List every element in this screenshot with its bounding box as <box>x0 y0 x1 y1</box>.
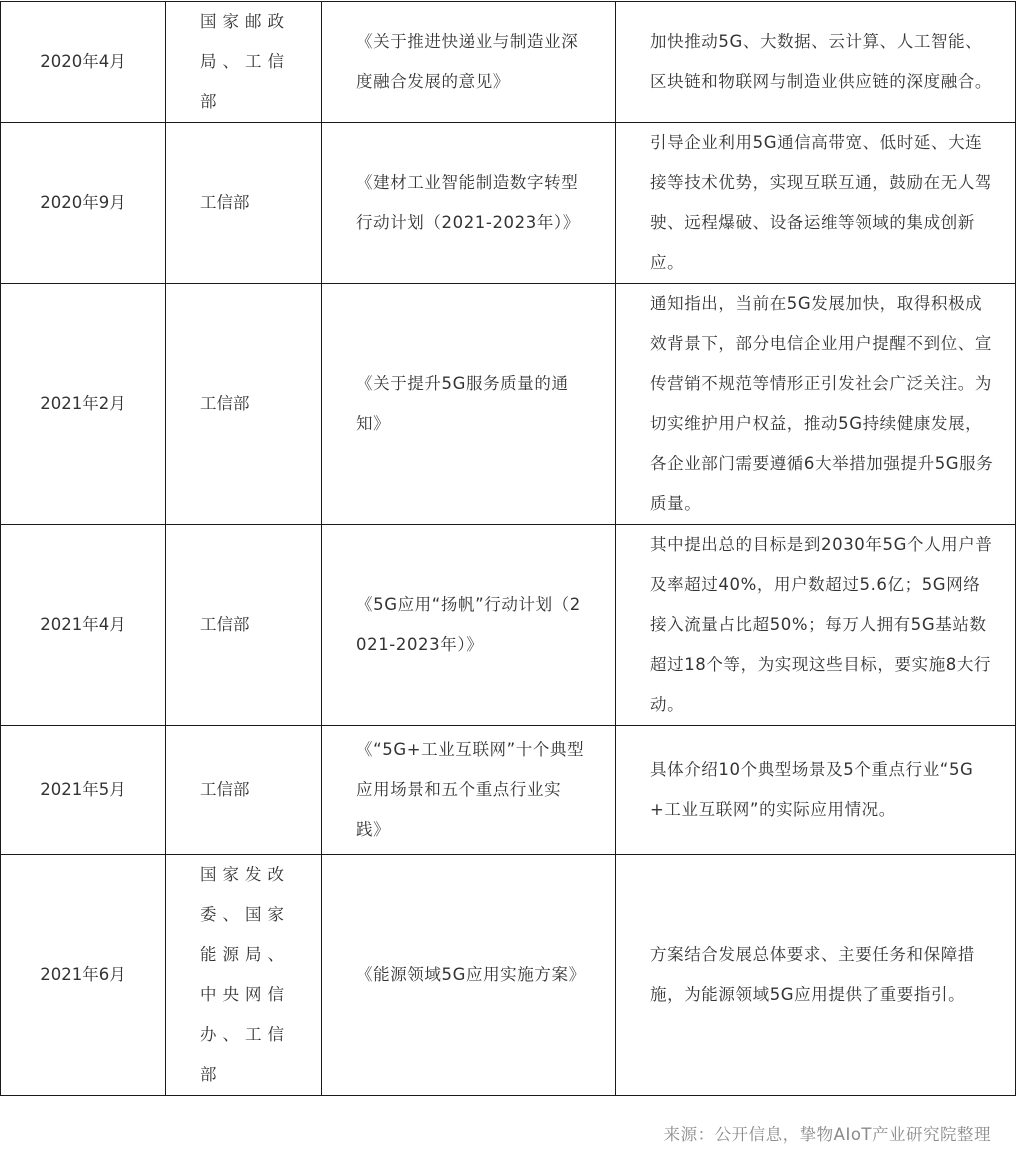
policy-desc-cell: 方案结合发展总体要求、主要任务和保障措施，为能源领域5G应用提供了重要指引。 <box>616 855 1016 1096</box>
table-row <box>1 726 1016 855</box>
org-cell: 工信部 <box>166 284 322 525</box>
date-cell: 2021年4月 <box>1 525 166 726</box>
org-cell: 工信部 <box>166 123 322 284</box>
policy-desc-cell: 通知指出，当前在5G发展加快，取得积极成效背景下，部分电信企业用户提醒不到位、宣传营销不规范等情形正引发社会广泛关注。为切实维护用户权益，推动5G持续健康发展，各企业部门需要遵循6大举措加强提升5G服务质量。 <box>616 284 1016 525</box>
table-row <box>1 284 1016 525</box>
table-body <box>1 2 1016 1096</box>
org-cell: 国家邮政局、工信部 <box>166 2 322 123</box>
date-cell: 2021年5月 <box>1 726 166 855</box>
table-row <box>1 855 1016 1096</box>
date-cell: 2020年4月 <box>1 2 166 123</box>
date-cell: 2021年6月 <box>1 855 166 1096</box>
policy-title-cell: 《能源领域5G应用实施方案》 <box>322 855 616 1096</box>
policy-desc-cell: 加快推动5G、大数据、云计算、人工智能、区块链和物联网与制造业供应链的深度融合。 <box>616 2 1016 123</box>
policy-desc-cell: 其中提出总的目标是到2030年5G个人用户普及率超过40%，用户数超过5.6亿；5G网络接入流量占比超50%；每万人拥有5G基站数超过18个等，为实现这些目标，要实施8大行动。 <box>616 525 1016 726</box>
policy-title-cell: 《“5G+工业互联网”十个典型应用场景和五个重点行业实践》 <box>322 726 616 855</box>
policy-desc-cell: 引导企业利用5G通信高带宽、低时延、大连接等技术优势，实现互联互通，鼓励在无人驾驶、远程爆破、设备运维等领域的集成创新应。 <box>616 123 1016 284</box>
date-cell: 2020年9月 <box>1 123 166 284</box>
policy-title-cell: 《关于推进快递业与制造业深度融合发展的意见》 <box>322 2 616 123</box>
table-row <box>1 525 1016 726</box>
policy-title-cell: 《5G应用“扬帆”行动计划（2021-2023年）》 <box>322 525 616 726</box>
org-cell: 国家发改委、国家能源局、中央网信办、工信部 <box>166 855 322 1096</box>
policy-table <box>0 1 1016 1096</box>
policy-title-cell: 《关于提升5G服务质量的通知》 <box>322 284 616 525</box>
date-cell: 2021年2月 <box>1 284 166 525</box>
source-note: 来源：公开信息，挚物AIoT产业研究院整理 <box>663 1125 991 1144</box>
org-cell: 工信部 <box>166 726 322 855</box>
table-row <box>1 2 1016 123</box>
org-cell: 工信部 <box>166 525 322 726</box>
policy-desc-cell: 具体介绍10个典型场景及5个重点行业“5G+工业互联网”的实际应用情况。 <box>616 726 1016 855</box>
table-row <box>1 123 1016 284</box>
policy-title-cell: 《建材工业智能制造数字转型行动计划（2021-2023年）》 <box>322 123 616 284</box>
